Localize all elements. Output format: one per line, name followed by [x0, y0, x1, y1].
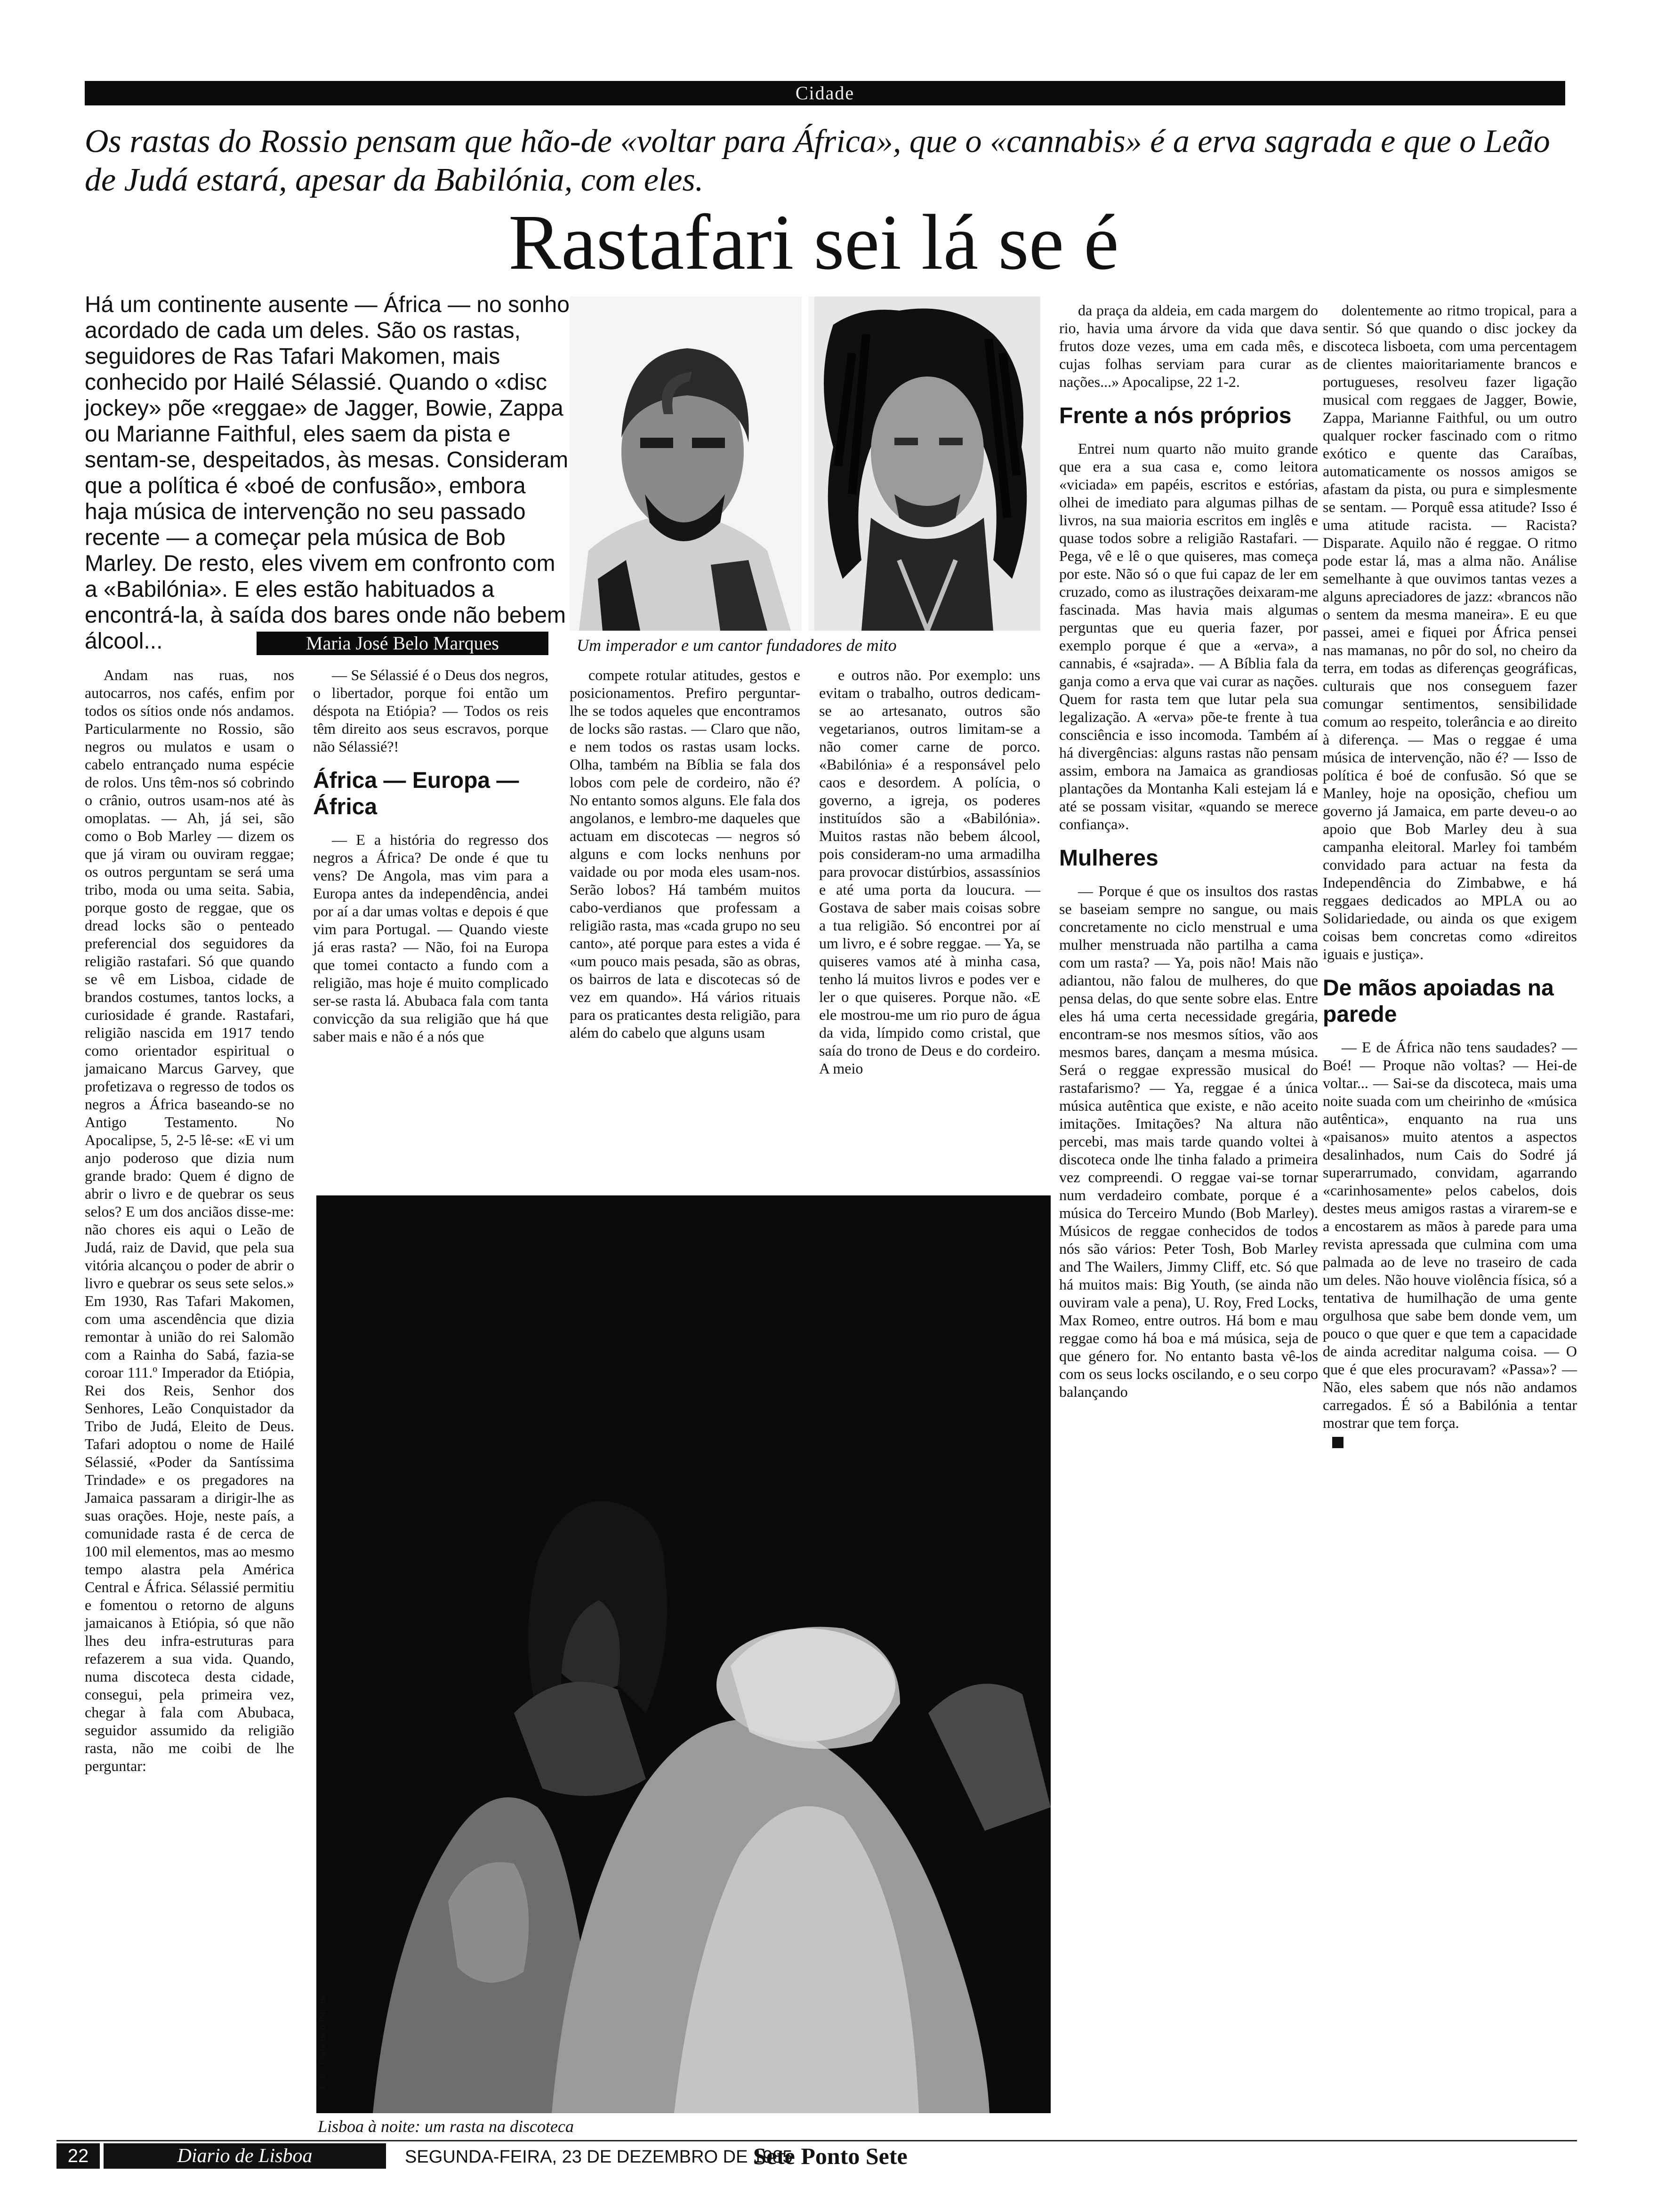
lede-paragraph: Há um continente ausente — África — no sonho acordado de cada um deles. São os rastas, seguidores de Ras Tafari Makomen, mais conhecido por Hailé Sélassié. Quando o «disc jockey» põe «reggae» de Jagger, Bowie, Zappa ou Marianne Faithful, eles saem da pista e sentam-se, despeitados, às mesas. Consideram que a política é «boé de confusão», embora haja música de intervenção no seu passado recente — a começar pela música de Bob Marley. De resto, eles vivem em confronto com a «Babilónia». E eles estão habituados a encontrá-la, à saída dos bares onde não bebem álcool... [85, 292, 570, 654]
section-label: Cidade [85, 81, 1565, 105]
column-5-text-c: — Porque é que os insultos dos rastas se baseiam sempre no sangue, ou mais concretamente no ciclo menstrual e uma mulher menstruada não partilha a cama com um rasta? — Ya, pois não! Mais não adiantou, não falou de mulheres, do que pensa delas, do que sente sobre elas. Entre eles há uma certa necessidade gregária, encontram-se nos mesmos sítios, vão aos mesmos bares, dançam a mesma música. Será o reggae expressão musical do rastafarismo? — Ya, reggae é a única música autêntica que existe, e não aceito imitações. Imitações? Na altura não percebi, mas mais tarde quando voltei à discoteca onde lhe tinha falado a primeira vez compreendi. O reggae vai-se tornar num verdadeiro combate, porque é a música do Terceiro Mundo (Bob Marley). Músicos de reggae conhecidos de todos nós são vários: Peter Tosh, Bob Marley and The Wailers, Jimmy Cliff, etc. Só que há muitos mais: Big Youth, (se ainda não ouviram vale a pena), U. Roy, Fred Locks, Max Romeo, entre outros. Há bom e mau reggae como há boa e má música, seja de que género for. No entanto basta vê-los com os seus locks oscilando, e o seu corpo balançando [1059, 882, 1318, 1400]
footer-rule [56, 2140, 1577, 2141]
singer-portrait [814, 297, 1040, 631]
byline: Maria José Belo Marques [257, 632, 548, 655]
column-3-text: compete rotular atitudes, gestos e posicionamentos. Prefiro perguntar-lhe se todos aqueles que encontramos de locks são rastas. — Claro que não, e nem todos os rastas usam locks. Olha, também na Bíblia se fala dos lobos com pele de cordeiro, não é? No entanto somos alguns. Ele fala dos angolanos, e lembro-me daqueles que actuam em discotecas — negros só alguns e com locks nenhuns por vaidade ou por moda eles usam-nos. Serão lobos? Há também muitos cabo-verdianos que professam a religião rasta, mas «cada grupo no seu canto», até porque para estes a vida é «um pouco mais pesada, são as obras, os bairros de lata e discotecas só de vez em quando». Há vários rituais para os praticantes desta religião, para além do cabelo que alguns usam [570, 666, 800, 1041]
column-6 [1323, 301, 1577, 1450]
column-5-text-a: da praça da aldeia, em cada margem do rio, havia uma árvore da vida que dava frutos doze vezes, uma em cada mês, e cujas folhas serviam para curar as nações...» Apocalipse, 22 1-2. [1059, 302, 1318, 390]
footer-date: SEGUNDA-FEIRA, 23 DE DEZEMBRO DE 1985 [405, 2147, 793, 2167]
column-4 [819, 666, 1040, 1077]
kicker: Os rastas do Rossio pensam que hão-de «voltar para África», que o «cannabis» é a erva sagrada e que o Leão de Judá estará, apesar da Babilónia, com eles. [85, 123, 1550, 198]
heading-mulheres: Mulheres [1059, 846, 1158, 871]
column-1 [85, 666, 294, 1775]
heading-africa: África — Europa — África [313, 768, 519, 819]
column-2-text-b: — E a história do regresso dos negros a África? De onde é que tu vens? De Angola, mas vim para a Europa antes da independência, andei por aí a dar umas voltas e depois é que vim para Portugal. — Quando vieste já eras rasta? — Não, foi na Europa que tomei contacto a fundo com a religião, mas hoje é muito complicado ser-se rasta lá. Abubaca fala com tanta convicção da sua religião que há que saber mais e não é a nós que [313, 831, 548, 1045]
headline: Rastafari sei lá se é [508, 199, 1119, 286]
column-5 [1059, 301, 1318, 1401]
column-2-text-a: — Se Sélassié é o Deus dos negros, o libertador, porque foi então um déspota na Etiópia? — Todos os reis têm direito aos seus escravos, porque não Sélassié?! [313, 666, 548, 755]
column-1-text: Andam nas ruas, nos autocarros, nos cafés, enfim por todos os sítios onde nós andamos. Particularmente no Rossio, são negros ou mulatos e usam o cabelo entrançado numa espécie de rolos. Uns têm-nos só cobrindo o crânio, outros usam-nos até às omoplatas. — Ah, já sei, são como o Bob Marley — dizem os que já viram ou ouviram reggae; os outros perguntam se será uma tribo, moda ou uma seita. Sabia, porque gosto de reggae, que os dread locks são o penteado preferencial dos seguidores da religião rastafari. Só que quando se vê em Lisboa, cidade de brandos costumes, tantos locks, a curiosidade é grande. Rastafari, religião nascida em 1917 tendo como orientador espiritual o jamaicano Marcus Garvey, que profetizava o regresso de todos os negros a África baseando-se no Antigo Testamento. No Apocalipse, 5, 2-5 lê-se: «E vi um anjo poderoso que dizia num grande brado: Quem é digno de abrir o livro e de quebrar os seus selos? E um dos anciãos disse-me: não chores eis aqui o Leão de Judá, raiz de David, que pela sua vitória alcançou o poder de abrir o livro e quebrar os seus sete selos.» Em 1930, Ras Tafari Makomen, com uma ascendência que dizia remontar à união do rei Salomão com a Rainha do Sabá, fazia-se coroar 111.º Imperador da Etiópia, Rei dos Reis, Senhor dos Senhores, Leão Conquistador da Tribo de Judá, Eleito de Deus. Tafari adoptou o nome de Hailé Sélassié, «Poder da Santíssima Trindade» e os pregadores na Jamaica passaram a dirigir-lhe as suas orações. Hoje, neste país, a comunidade rasta é de cerca de 100 mil elementos, mas ao mesmo tempo alastra pela América Central e África. Sélassié permitiu e fomentou o retorno de alguns jamaicanos à Etiópia, só que não lhes deu infra-estruturas para refazerem a sua vida. Quando, numa discoteca desta cidade, consegui, pela primeira vez, chegar à fala com Abubaca, seguidor assumido da religião rasta, não me coibi de lhe perguntar: [85, 666, 294, 1774]
masthead: Diario de Lisboa [104, 2143, 386, 2169]
heading-frente: Frente a nós próprios [1059, 403, 1292, 428]
heading-maos: De mãos apoiadas na parede [1323, 976, 1554, 1027]
bottom-photo-caption: Lisboa à noite: um rasta na discoteca [318, 2117, 574, 2136]
column-2 [313, 666, 548, 1045]
page-number: 22 [56, 2143, 100, 2169]
portraits-image [570, 297, 1040, 631]
column-4-text: e outros não. Por exemplo: uns evitam o trabalho, outros dedicam-se ao artesanato, outros são vegetarianos, outros limitam-se a não comer carne de porco. «Babilónia» é a responsável pelo caos e desordem. A polícia, o governo, a igreja, os poderes instituídos são a «Babilónia». Muitos rastas não bebem álcool, pois consideram-no uma armadilha para provocar distúrbios, assassínios e até uma porta da loucura. — Gostava de saber mais coisas sobre a tua religião. Só encontrei por aí um livro, e é sobre reggae. — Ya, se quiseres vamos até à minha casa, tenho lá muitos livros e podes ver e ler o que quiseres. Porque não. «E ele mostrou-me um rio puro de água da vida, límpido como cristal, que saía do trono de Deus e do cordeiro. A meio [819, 666, 1040, 1077]
top-photo [570, 297, 1040, 631]
discoteca-photo [316, 1195, 1051, 2113]
column-6-text-b: — E de África não tens saudades? — Boé! — Proque não voltas? — Hei-de voltar... — Sai-se da discoteca, mais uma noite suada com um cheirinho de «música autêntica», enquanto na rua uns «paisanos» muito atentos a aspectos desalinhados, num Cais do Sodré já superarrumado, convidam, agarrando «carinhosamente» pelos cabelos, dois destes meus amigos rastas a virarem-se e a encostarem as mãos à parede para uma revista apressada que culmina com uma palmada ao de leve no traseiro de cada um deles. Não houve violência física, só a tentativa de humilhação de uma gente orgulhosa que sabe bem donde vem, um pouco o que quer e que tem a capacidade de ainda acreditar nalguma coisa. — O que é que eles procuravam? «Passa»? — Não, eles sabem que nós não andamos carregados. É só a Babilónia a tentar mostrar que tem força. [1323, 1039, 1577, 1431]
photo-credit: Foto: Francisco Paraíso [316, 1992, 328, 2090]
top-photo-caption: Um imperador e um cantor fundadores de mito [577, 636, 897, 655]
discoteca-image [316, 1195, 1051, 2113]
column-6-text-a: dolentemente ao ritmo tropical, para a sentir. Só que quando o disc jockey da discoteca lisboeta, com uma percentagem de clientes maioritariamente brancos e portugueses, resolveu fazer ligação musical com reggaes de Jagger, Bowie, Zappa, Marianne Faithful, ou um outro qualquer rocker fascinado com o ritmo exótico e quente das Caraíbas, automaticamente os nossos amigos se afastam da pista, ou pura e simplesmente se sentam. — Porquê essa atitude? Isso é uma atitude racista. — Racista? Disparate. Aquilo não é reggae. O ritmo pode estar lá, mas a alma não. Análise semelhante à que ouvimos tantas vezes a alguns apreciadores de jazz: «brancos não o sentem da mesma maneira». E eu que passei, amei e fiquei por África pensei nas mamanas, no pôr do sol, no cheiro da terra, em todas as diferenças geográficas, culturais que nos conseguem fazer comungar sentimentos, sensibilidade comum ao respeito, tolerância e ao direito à diferença. — Mas o reggae é uma música de intervenção, não é? — Isso de política é boé de confusão. Só que se Manley, hoje na oposição, chefiou um governo já Jamaica, em parte deveu-o ao apoio que Bob Marley deu à sua campanha eleitoral. Marley foi também convidado para actuar na festa da Independência do Zimbabwe, e há reggaes dedicados ao MPLA ou ao Solidariedade, ou ainda os que exigem coisas bem concretas como «direitos iguais e justiça». [1323, 302, 1577, 962]
column-5-text-b: Entrei num quarto não muito grande que era a sua casa e, como leitora «viciada» em papéis, escritos e estórias, olhei de imediato para algumas pilhas de livros, na sua maioria escritos em inglês e quase todos sobre a religião Rastafari. — Pega, vê e lê o que quiseres, mas começa por este. Não só o que fui capaz de ler em cruzado, como as ilustrações deixaram-me fascinada. Mas havia mais algumas perguntas que eu queria fazer, por exemplo porque é que a «erva», a cannabis, é «sajrada». — A Bíblia fala da ganja como a erva que vai curar as nações. Quem for rasta tem que lutar pela sua legalização. A «erva» põe-te frente à tua consciência e isso incomoda. Também aí há divergências: alguns rastas não pensam assim, embora na Jamaica as grandiosas plantações da Montanha Kali estejam lá e até se possam visitar, «quando se merece confiança». [1059, 440, 1318, 833]
end-mark [1332, 1437, 1343, 1448]
column-3 [570, 666, 800, 1042]
supplement-name: Sete Ponto Sete [753, 2143, 908, 2169]
